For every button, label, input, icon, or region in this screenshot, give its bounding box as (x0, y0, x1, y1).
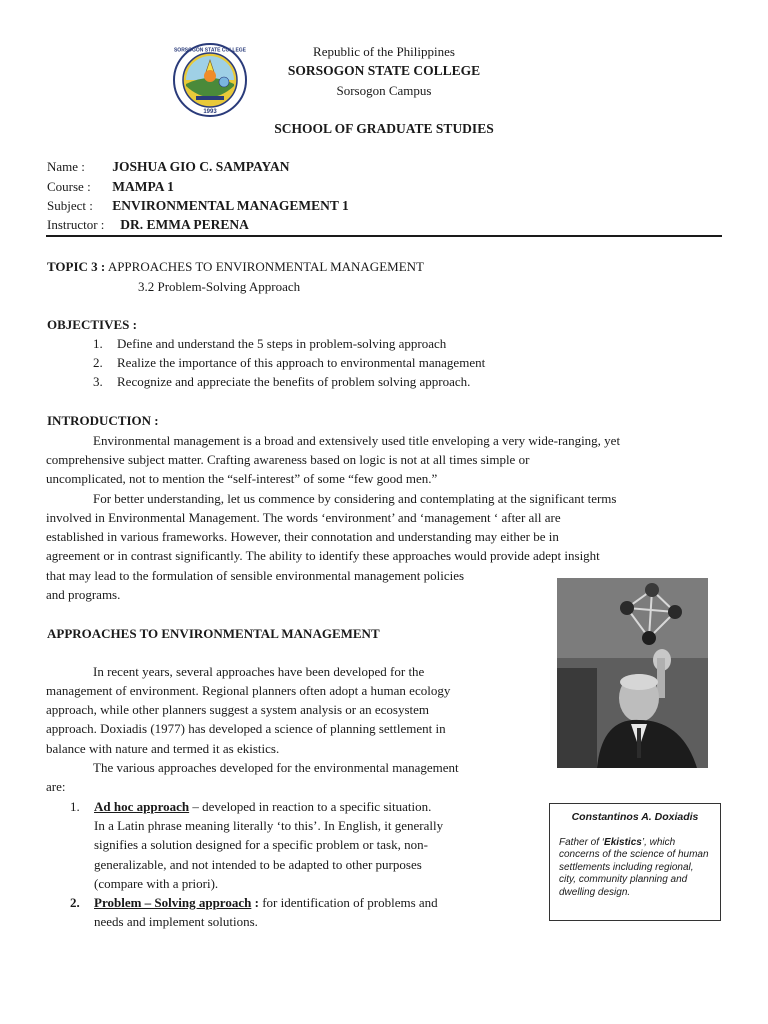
seal-arc-text: SORSOGON STATE COLLEGE (173, 47, 247, 54)
approaches-text-line: management of environment. Regional planners often adopt a human ecology (46, 683, 451, 698)
info-course-row (47, 179, 174, 195)
approaches-text-line: In recent years, several approaches have been developed for the (93, 664, 425, 679)
approaches-text-line: The various approaches developed for the environmental management (93, 760, 459, 775)
approach-item-2-line: needs and implement solutions. (94, 914, 258, 929)
campus-name: Sorsogon Campus (336, 83, 432, 98)
approaches-text-line: approach. Doxiadis (1977) has developed a science of planning settlement in (46, 721, 446, 736)
approach-item-1-line: signifies a solution designed for a specific problem or task, non- (94, 837, 428, 852)
intro-text-line: involved in Environmental Management. The words ‘environment’ and ‘management ‘ after all are (46, 510, 561, 525)
intro-text-line: uncomplicated, not to mention the “self-interest” of some “few good men.” (46, 471, 438, 486)
course-value: MAMPA 1 (112, 179, 174, 194)
problem-solving-term: Problem – Solving approach (94, 895, 252, 910)
republic-line: Republic of the Philippines (313, 44, 455, 59)
caption-description: Father of ‘Ekistics’, which concerns of the science of human settlements including regional, city, community planning and dwelling design. (559, 837, 709, 898)
info-subject-row (47, 198, 349, 214)
intro-text-line: Environmental management is a broad and extensively used title enveloping a very wide-ranging, yet (93, 433, 621, 448)
intro-text-line: that may lead to the formulation of sensible environmental management policies (46, 568, 465, 583)
objective-item: 3. Recognize and appreciate the benefits of problem solving approach. (93, 374, 471, 389)
intro-text-line: and programs. (46, 587, 121, 602)
doxiadis-caption-box (549, 803, 721, 921)
doxiadis-photo (557, 578, 708, 768)
intro-text-line: comprehensive subject matter. Crafting awareness based on logic is not at all times simple or (46, 452, 530, 467)
name-label: Name : (47, 159, 85, 174)
objective-item: 2. Realize the importance of this approach to environmental management (93, 355, 486, 370)
topic-label: TOPIC 3 : (47, 259, 106, 274)
topic-line (47, 259, 424, 275)
topic-title: APPROACHES TO ENVIRONMENTAL MANAGEMENT (107, 259, 424, 274)
approaches-text-line: are: (46, 779, 66, 794)
intro-text-line: agreement or in contrast significantly. The ability to identify these approaches would provide adept insight (46, 548, 600, 563)
approach-item-1-line: (compare with a priori). (94, 876, 219, 891)
subject-value: ENVIRONMENTAL MANAGEMENT 1 (112, 198, 349, 213)
seal-year: 1993 (203, 109, 217, 115)
info-name-row (47, 159, 290, 175)
instructor-label: Instructor : (47, 217, 105, 232)
intro-text-line: established in various frameworks. However, their connotation and understanding may either be in (46, 529, 559, 544)
header-divider (46, 235, 722, 237)
info-instructor-row (47, 217, 249, 233)
approaches-text-line: balance with nature and termed it as ekistics. (46, 741, 280, 756)
instructor-value: DR. EMMA PERENA (120, 217, 249, 232)
approaches-text-line: approach, while other planners suggest a system analysis or an ecosystem (46, 702, 430, 717)
ad-hoc-term: Ad hoc approach (94, 799, 190, 814)
approach-item-1-line: generalizable, and not intended to be adapted to other purposes (94, 857, 422, 872)
objective-item: 1. Define and understand the 5 steps in problem-solving approach (93, 336, 447, 351)
topic-subtitle: 3.2 Problem-Solving Approach (138, 279, 301, 294)
subject-label: Subject : (47, 198, 93, 213)
school-name: SCHOOL OF GRADUATE STUDIES (274, 121, 494, 136)
approach-item-1-line: In a Latin phrase meaning literally ‘to this’. In English, it generally (94, 818, 444, 833)
objectives-heading: OBJECTIVES : (47, 317, 137, 332)
course-label: Course : (47, 179, 91, 194)
college-name: SORSOGON STATE COLLEGE (287, 63, 481, 78)
approach-item-1: 1. Ad hoc approach – developed in reaction to a specific situation. (70, 799, 432, 814)
approach-item-2: 2. Problem – Solving approach : for identification of problems and (70, 895, 438, 910)
caption-name: Constantinos A. Doxiadis (571, 811, 699, 823)
name-value: JOSHUA GIO C. SAMPAYAN (112, 159, 290, 174)
intro-text-line: For better understanding, let us commence by considering and contemplating at the significant terms (93, 491, 617, 506)
approaches-heading: APPROACHES TO ENVIRONMENTAL MANAGEMENT (47, 626, 380, 641)
introduction-heading: INTRODUCTION : (47, 413, 159, 428)
